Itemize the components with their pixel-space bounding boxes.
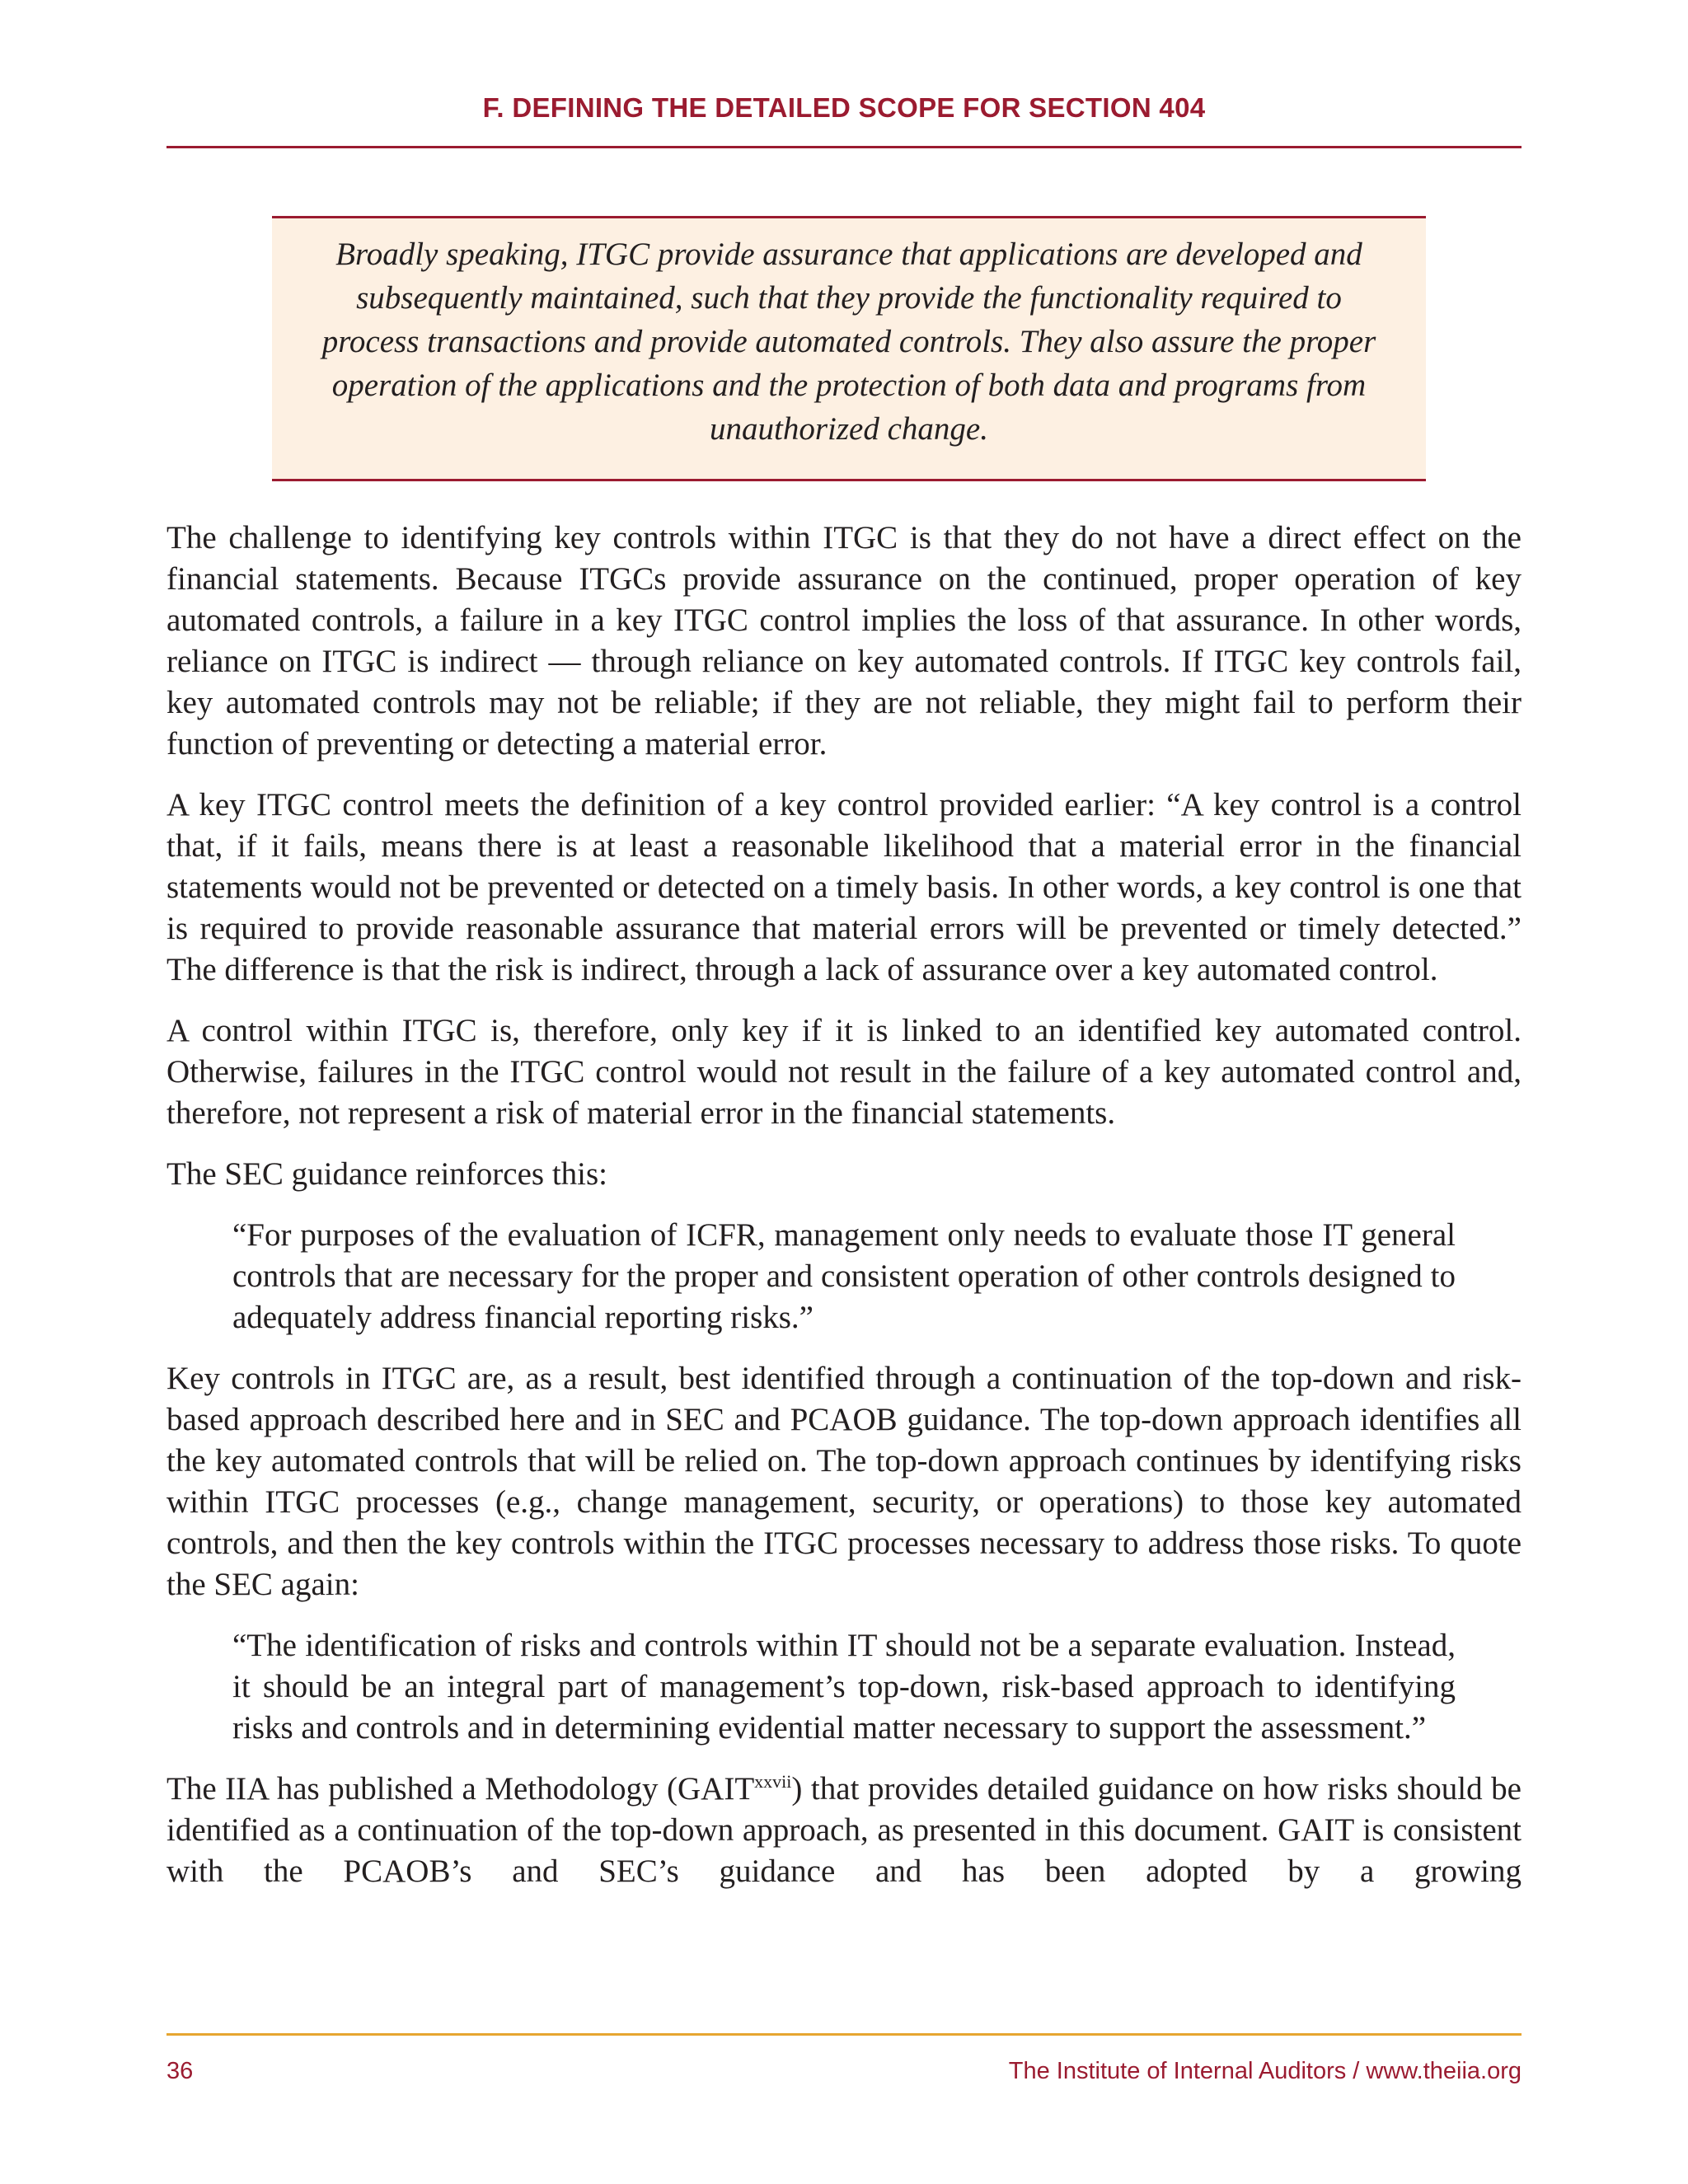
pull-quote-box: [272, 216, 1426, 481]
paragraph-6-end: ) that provides detailed guidance on how risks should be identified as a continuation of the top-down approach, as presented in this document. GAIT is consistent with the PCAOB’s and SEC’s guidance and has been adopted by a growing: [166, 1771, 1522, 1889]
paragraph-2: A key ITGC control meets the definition of a key control provided earlier: “A key control is a control that, if it fails, means there is at least a reasonable likelihood that a material error in the financial statements would not be prevented or detected on a timely basis. In other words, a key control is one that is required to provide reasonable assurance that material errors will be prevented or timely detected.” The difference is that the risk is indirect, through a lack of assurance over a key automated control.: [166, 787, 1522, 987]
footer-divider: [166, 2033, 1522, 2036]
paragraph-1: The challenge to identifying key controls within ITGC is that they do not have a direct effect on the financial statements. Because ITGCs provide assurance on the continued, proper operation of key automated controls, a failure in a key ITGC control implies the loss of that assurance. In other words, reliance on ITGC is indirect — through reliance on key automated controls. If ITGC key controls fail, key automated controls may not be reliable; if they are not reliable, they might fail to perform their function of preventing or detecting a material error.: [166, 520, 1522, 762]
paragraph-4: The SEC guidance reinforces this:: [166, 1156, 608, 1192]
paragraph-6: [166, 1769, 1522, 1892]
paragraph-3: A control within ITGC is, therefore, only key if it is linked to an identified key automated control. Otherwise, failures in the ITGC control would not result in the failure of a key automated control and, therefore, not represent a risk of material error in the financial statements.: [166, 1013, 1522, 1131]
header-divider: [166, 146, 1522, 148]
pull-quote-text: Broadly speaking, ITGC provide assurance that applications are developed and subsequently maintained, such that they provide the functionality required to process transactions and provide automated controls. They also assure the proper operation of the applications and the protection of both data and programs from unauthorized change.: [321, 237, 1376, 447]
paragraph-5: Key controls in ITGC are, as a result, best identified through a continuation of the top-down and risk-based approach described here and in SEC and PCAOB guidance. The top-down approach identifies all the key automated controls that will be relied on. The top-down approach continues by identifying risks within ITGC processes (e.g., change management, security, or operations) to those key automated controls, and then the key controls within the ITGC processes necessary to address those risks. To quote the SEC again:: [166, 1361, 1522, 1602]
sec-quote-1: “For purposes of the evaluation of ICFR, management only needs to evaluate those IT general controls that are necessary for the proper and consistent operation of other controls designed to adequately address financial reporting risks.”: [232, 1217, 1456, 1335]
sec-quote-2: “The identification of risks and controls within IT should not be a separate evaluation. Instead, it should be an integral part of management’s top-down, risk-based approach to identifying risks and controls and in determining evidential matter necessary to support the assessment.”: [232, 1628, 1456, 1746]
section-header: F. DEFINING THE DETAILED SCOPE FOR SECTION 404: [482, 92, 1206, 123]
body-text: [166, 518, 1522, 1912]
page-number: 36: [166, 2058, 194, 2084]
footer-credit: The Institute of Internal Auditors / www.theiia.org: [1008, 2058, 1522, 2084]
paragraph-6-start: The IIA has published a Methodology (GAIT: [166, 1771, 755, 1807]
endnote-reference[interactable]: xxvii: [754, 1771, 792, 1792]
